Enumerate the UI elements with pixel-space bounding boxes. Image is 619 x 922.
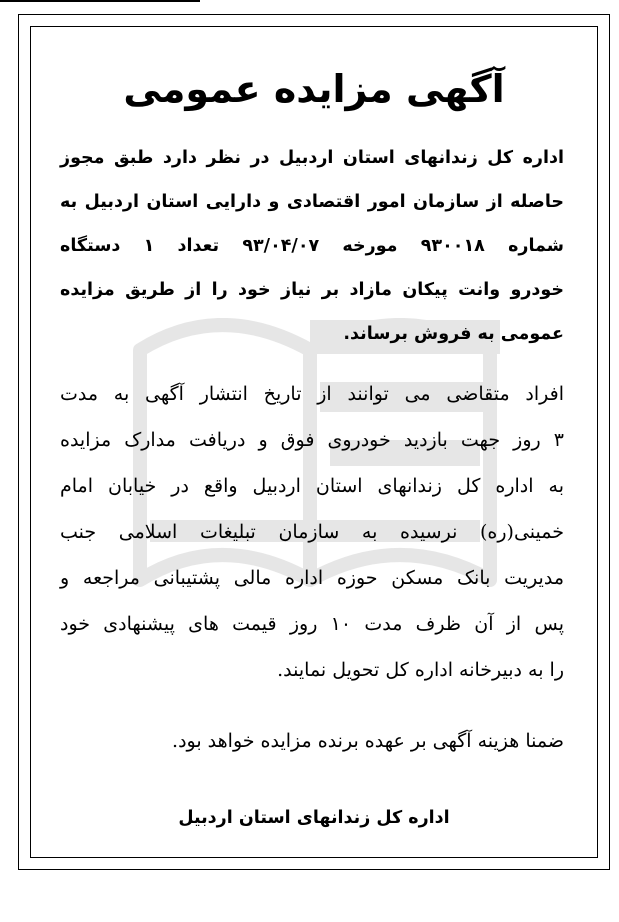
details-line: ۳ روز جهت بازدید خودروی فوق و دریافت مدارک مزایده bbox=[60, 429, 564, 451]
signature: اداره کل زندانهای استان اردبیل bbox=[178, 808, 450, 828]
details-line: پس از آن ظرف مدت ۱۰ روز قیمت های پیشنهادی خود bbox=[60, 613, 564, 635]
intro-line: خودرو وانت پیکان مازاد بر نیاز خود را از طریق مزایده bbox=[60, 280, 564, 300]
intro-line: شماره ۹۳۰۰۱۸ مورخه ۹۳/۰۴/۰۷ تعداد ۱ دستگاه bbox=[60, 236, 564, 256]
details-line: به اداره کل زندانهای استان اردبیل واقع در خیابان امام bbox=[60, 475, 564, 497]
intro-paragraph bbox=[60, 136, 564, 356]
notice-title: آگهی مزایده عمومی bbox=[123, 67, 505, 111]
cost-paragraph bbox=[60, 718, 564, 764]
intro-line: حاصله از سازمان امور اقتصادی و دارایی استان اردبیل به bbox=[60, 192, 564, 212]
details-line: را به دبیرخانه اداره کل تحویل نمایند. bbox=[277, 659, 564, 681]
cost-line: ضمنا هزینه آگهی بر عهده برنده مزایده خواهد بود. bbox=[172, 730, 564, 752]
intro-line: اداره کل زندانهای استان اردبیل در نظر دارد طبق مجوز bbox=[60, 148, 564, 168]
details-line: خمینی(ره) نرسیده به سازمان تبلیغات اسلامی جنب bbox=[60, 521, 564, 543]
details-line: مدیریت بانک مسکن حوزه اداره مالی پشتیبانی مراجعه و bbox=[60, 567, 564, 589]
top-rule bbox=[0, 0, 200, 2]
details-line: افراد متقاضی می توانند از تاریخ انتشار آگهی به مدت bbox=[60, 383, 564, 405]
intro-line: عمومی به فروش برساند. bbox=[343, 324, 564, 344]
details-paragraph bbox=[60, 371, 564, 693]
